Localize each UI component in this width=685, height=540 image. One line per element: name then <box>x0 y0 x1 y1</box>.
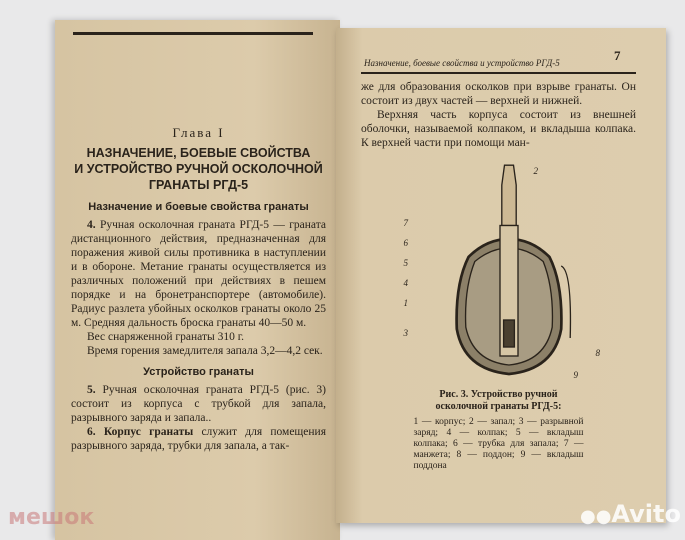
figure-label: 6 <box>403 238 408 248</box>
figure-label: 2 <box>533 166 538 176</box>
section-heading: Назначение и боевые свойства гранаты <box>88 201 309 213</box>
weight-text: Вес снаряженной гранаты 310 г. <box>87 331 245 343</box>
figure <box>384 158 614 383</box>
para-number: 6. Корпус гранаты <box>87 426 194 438</box>
figure-label: 4 <box>403 278 408 288</box>
right-paragraphs <box>361 80 636 150</box>
para-number: 5. <box>87 384 96 396</box>
watermark-meshok: мешок <box>8 505 95 530</box>
paragraph-4 <box>71 218 326 358</box>
para-number: 4. <box>87 219 96 231</box>
watermark-text: Avito <box>611 500 681 528</box>
figure-label: 3 <box>403 328 408 338</box>
title-line: И УСТРОЙСТВО РУЧНОЙ ОСКОЛОЧНОЙ <box>74 162 323 176</box>
para-text: же для образования осколков при взрыве гранаты. Он состоит из двух частей — верхней и нижней. <box>361 81 636 107</box>
title-line: ГРАНАТЫ РГД-5 <box>148 178 249 192</box>
section-heading: Устройство гранаты <box>143 366 254 378</box>
figure-label: 1 <box>403 298 408 308</box>
grenade-diagram <box>424 158 594 383</box>
page-number: 7 <box>614 48 621 63</box>
top-rule <box>73 32 313 35</box>
para-text: служит для помещения разрывного заряда, трубки для запала, а так- <box>71 426 326 452</box>
header-rule <box>361 72 636 74</box>
para-text: Ручная осколочная граната РГД-5 (рис. 3) состоит из корпуса с трубкой для запала, разрывного заряда и запала.. <box>71 384 327 424</box>
para-text: Ручная осколочная граната РГД-5 — граната дистанционного действия, предназначенная для поражения живой силы противника в наступлении и в обороне. Метание гранаты осуществляется из различных положений при действиях в пешем порядке и на бронетранспортере (автомобиле). Радиус разлета убойных осколков гранаты около 25 м. Средняя дальность броска гранаты 40—50 м. <box>71 219 326 329</box>
figure-legend: 1 — корпус; 2 — запал; 3 — разрывной заряд; 4 — колпак; 5 — вкладыш колпака; 6 — трубка для запала; 7 — манжета; 8 — поддон; 9 — вкладыш поддона <box>413 417 584 471</box>
paragraph-5-6 <box>71 383 326 453</box>
title-line: НАЗНАЧЕНИЕ, БОЕВЫЕ СВОЙСТВА <box>86 146 311 160</box>
burn-time-text: Время горения замедлителя запала 3,2—4,2 сек. <box>87 345 323 357</box>
running-head: Назначение, боевые свойства и устройство РГД-5 <box>364 58 560 68</box>
figure-label: 7 <box>403 218 408 228</box>
figure-label: 8 <box>595 348 600 358</box>
right-column <box>361 80 636 472</box>
chapter-label: Глава I <box>172 125 225 140</box>
left-column <box>71 125 326 453</box>
figure-caption: Рис. 3. Устройство ручной осколочной гранаты РГД-5: <box>435 389 562 412</box>
watermark-avito <box>580 500 681 528</box>
avito-dots-icon: ●● <box>580 506 612 527</box>
left-page <box>55 20 340 540</box>
para-text: Верхняя часть корпуса состоит из внешней оболочки, называемой колпаком, и вкладыша колпака. К верхней части при помощи ман- <box>361 109 636 149</box>
figure-label: 5 <box>403 258 408 268</box>
figure-label: 9 <box>573 370 578 380</box>
chapter-title <box>71 145 326 193</box>
right-page <box>336 28 666 523</box>
